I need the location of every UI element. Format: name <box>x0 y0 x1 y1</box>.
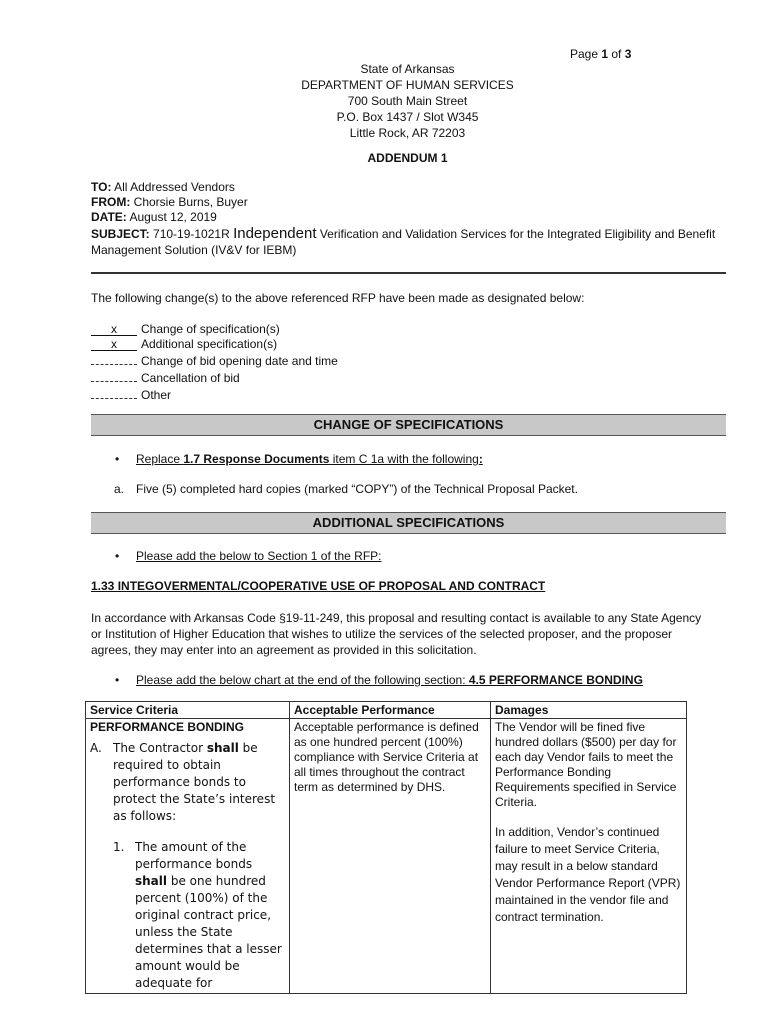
table-row <box>86 719 687 994</box>
cooperative-use-paragraph: In accordance with Arkansas Code §19-11-249, this proposal and resulting contact is available to any State Agency or Institution of Higher Education that wishes to utilize the services of the selected proposer, and the proposer agrees, they may enter into an agreement as provided in this solicitation. <box>91 611 702 657</box>
checkmark-blank <box>91 352 137 365</box>
memo-date: DATE: August 12, 2019 <box>91 210 217 224</box>
checklist-item: Other <box>91 386 338 403</box>
checkmark-blank <box>91 369 137 382</box>
checklist-item: x Additional specification(s) <box>91 337 338 352</box>
letterhead-pobox: P.O. Box 1437 / Slot W345 <box>336 110 479 124</box>
table-header: Damages <box>491 702 687 719</box>
damages-additional: In addition, Vendor’s continued failure to meet Service Criteria, may result in a below standard Vendor Performance Report (VPR) maintained in the vendor file and contract termination. <box>495 825 681 924</box>
memo-header <box>91 180 248 225</box>
contract-text <box>90 740 285 992</box>
table-header: Service Criteria <box>86 702 290 719</box>
cell-title: PERFORMANCE BONDING <box>90 720 245 734</box>
damages-cell <box>491 719 687 994</box>
section-heading-1-33: 1.33 INTEGOVERMENTAL/COOPERATIVE USE OF PROPOSAL AND CONTRACT <box>91 579 546 593</box>
page-number: Page 1 of 3 <box>570 47 632 61</box>
checklist-item: Cancellation of bid <box>91 369 338 386</box>
item-a: a. Five (5) completed hard copies (marked “COPY”) of the Technical Proposal Packet. <box>114 482 578 496</box>
acceptable-performance-cell: Acceptable performance is defined as one hundred percent (100%) compliance with Service Criteria at all times throughout the contract term as determined by DHS. <box>290 719 491 994</box>
section-change-of-specifications: CHANGE OF SPECIFICATIONS <box>91 414 726 436</box>
intro-text: The following change(s) to the above referenced RFP have been made as designated below: <box>91 291 585 305</box>
table-header-row <box>86 702 687 719</box>
addendum-title: ADDENDUM 1 <box>367 151 448 165</box>
bullet-replace: • Replace 1.7 Response Documents item C 1a with the following: <box>115 452 483 466</box>
letterhead-city: Little Rock, AR 72203 <box>349 126 466 140</box>
checkmark-blank <box>91 386 137 399</box>
letterhead-state: State of Arkansas <box>360 62 455 76</box>
service-criteria-cell <box>86 719 290 994</box>
checklist-item: x Change of specification(s) <box>91 322 338 337</box>
change-checklist <box>91 322 338 403</box>
bullet-add-chart: • Please add the below chart at the end of the following section: 4.5 PERFORMANCE BONDING <box>115 673 643 687</box>
performance-bonding-table <box>85 701 687 994</box>
divider <box>91 272 726 274</box>
clause-a: A. The Contractor shall be required to obtain performance bonds to protect the State’s interest as follows: <box>90 741 276 823</box>
table-header: Acceptable Performance <box>290 702 491 719</box>
checklist-item: Change of bid opening date and time <box>91 352 338 369</box>
memo-from: FROM: Chorsie Burns, Buyer <box>91 195 248 209</box>
memo-to: TO: All Addressed Vendors <box>91 180 235 194</box>
letterhead <box>0 61 770 141</box>
checkmark-blank: x <box>91 338 137 351</box>
memo-subject: SUBJECT: 710-19-1021R Independent Verification and Validation Services for the Integrated Eligibility and Benefit Management Solution (IV&V for IEBM) <box>91 225 716 257</box>
clause-1: 1. The amount of the performance bonds shall be one hundred percent (100%) of the original contract price, unless the State determines that a lesser amount would be adequate for <box>113 840 282 990</box>
letterhead-department: DEPARTMENT OF HUMAN SERVICES <box>301 78 514 92</box>
checkmark-blank: x <box>91 323 137 336</box>
bullet-add-section1: • Please add the below to Section 1 of the RFP: <box>115 549 382 563</box>
section-additional-specifications: ADDITIONAL SPECIFICATIONS <box>91 512 726 534</box>
letterhead-street: 700 South Main Street <box>347 94 468 108</box>
damages-fine: The Vendor will be fined five hundred dollars ($500) per day for each day Vendor fails to meet the Performance Bonding Requirements specified in Service Criteria. <box>495 720 677 809</box>
